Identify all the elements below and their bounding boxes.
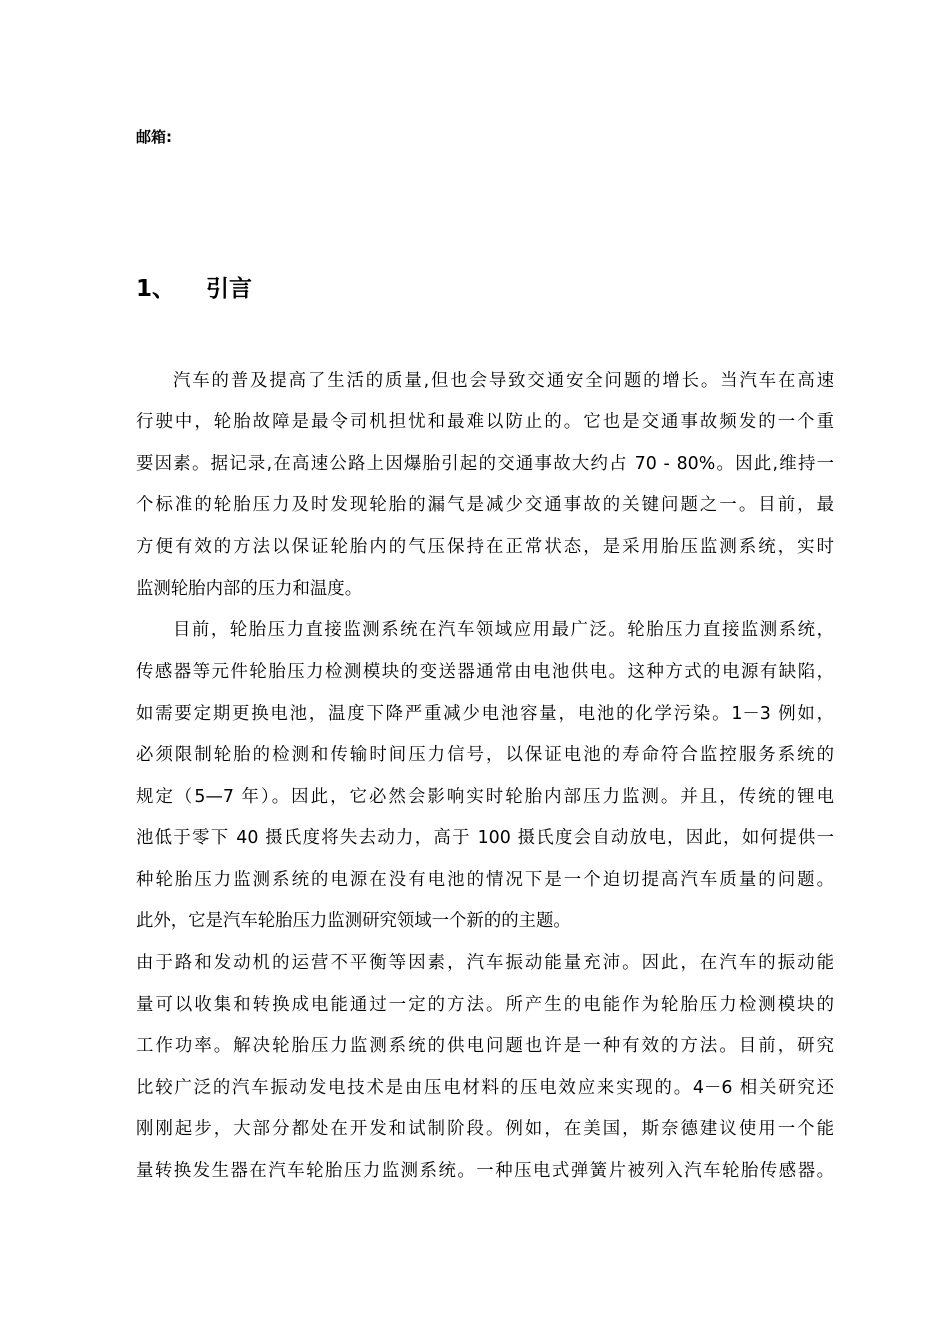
paragraph-line: 必须限制轮胎的检测和传输时间压力信号，以保证电池的寿命符合监控服务系统的 [136,745,834,765]
paragraph-line: 比较广泛的汽车振动发电技术是由压电材料的压电效应来实现的。4－6 相关研究还 [136,1078,834,1098]
email-label: 邮箱: [136,128,172,146]
paragraph-line: 如需要定期更换电池，温度下降严重减少电池容量，电池的化学污染。1－3 例如， [136,704,834,724]
paragraph-line: 工作功率。解决轮胎压力监测系统的供电问题也许是一种有效的方法。目前，研究 [136,1036,834,1056]
paragraph-line: 量转换发生器在汽车轮胎压力监测系统。一种压电式弹簧片被列入汽车轮胎传感器。 [136,1161,834,1181]
paragraph-line: 传感器等元件轮胎压力检测模块的变送器通常由电池供电。这种方式的电源有缺陷， [136,662,834,682]
paragraph-line: 池低于零下 40 摄氏度将失去动力，高于 100 摄氏度会自动放电，因此，如何提供一 [136,828,834,848]
paragraph-line: 目前，轮胎压力直接监测系统在汽车领域应用最广泛。轮胎压力直接监测系统， [173,620,834,640]
paragraph-line: 种轮胎压力监测系统的电源在没有电池的情况下是一个迫切提高汽车质量的问题。 [136,870,834,890]
paragraph-line: 规定（5—7 年）。因此，它必然会影响实时轮胎内部压力监测。并且，传统的锂电 [136,787,834,807]
paragraph-line: 刚刚起步，大部分都处在开发和试制阶段。例如，在美国，斯奈德建议使用一个能 [136,1119,834,1139]
section-heading [136,274,252,304]
paragraph-line: 个标准的轮胎压力及时发现轮胎的漏气是减少交通事故的关键问题之一。目前，最 [136,495,834,515]
section-number: 1、 [136,276,176,302]
paragraph-line: 量可以收集和转换成电能通过一定的方法。所产生的电能作为轮胎压力检测模块的 [136,995,834,1015]
paragraph-line: 要因素。据记录,在高速公路上因爆胎引起的交通事故大约占 70 - 80%。因此,维持一 [136,454,834,474]
paragraph-line: 监测轮胎内部的压力和温度。 [136,579,363,599]
section-title: 引言 [206,276,252,302]
paragraph-line: 此外，它是汽车轮胎压力监测研究领域一个新的的主题。 [136,911,571,931]
paragraph-line: 方便有效的方法以保证轮胎内的气压保持在正常状态，是采用胎压监测系统，实时 [136,537,834,557]
paragraph-line: 行驶中，轮胎故障是最令司机担忧和最难以防止的。它也是交通事故频发的一个重 [136,412,834,432]
paragraph-line: 由于路和发动机的运营不平衡等因素，汽车振动能量充沛。因此，在汽车的振动能 [136,953,834,973]
paragraph-line: 汽车的普及提高了生活的质量,但也会导致交通安全问题的增长。当汽车在高速 [173,371,834,391]
